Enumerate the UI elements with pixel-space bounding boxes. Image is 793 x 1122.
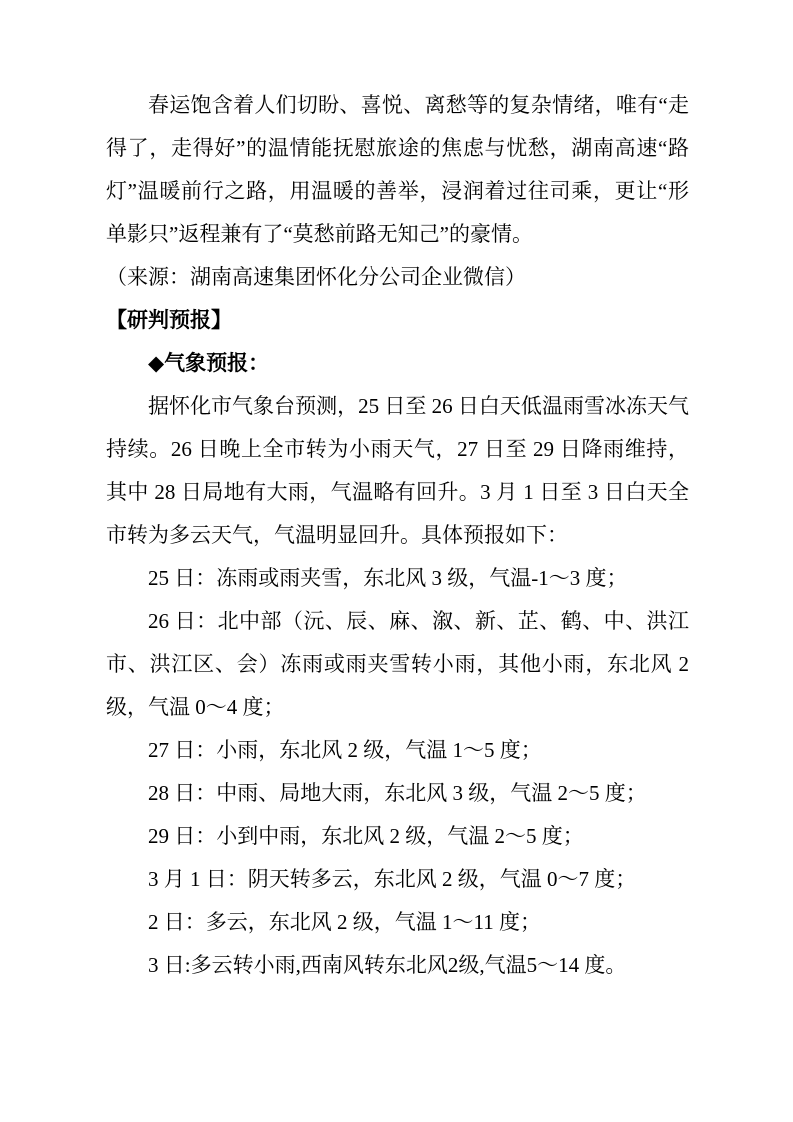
daily-forecast-item-29: 29 日：小到中雨，东北风 2 级，气温 2～5 度； xyxy=(148,824,584,848)
source-attribution: （来源：湖南高速集团怀化分公司企业微信） xyxy=(106,265,526,289)
daily-forecast-item-mar1: 3 月 1 日：阴天转多云，东北风 2 级，气温 0～7 度； xyxy=(148,867,637,891)
document-body xyxy=(106,84,689,987)
daily-forecast-item-28: 28 日：中雨、局地大雨，东北风 3 级，气温 2～5 度； xyxy=(148,781,647,805)
forecast-intro-paragraph: 据怀化市气象台预测，25 日至 26 日白天低温雨雪冰冻天气持续。26 日晚上全市转为小雨天气，27 日至 29 日降雨维持，其中 28 日局地有大雨，气温略有回升。3 月 1 日至 3 日白天全市转为多云天气，气温明显回升。具体预报如下： xyxy=(106,394,689,547)
subsection-header-weather-forecast: ◆气象预报： xyxy=(148,351,270,375)
daily-forecast-item-26: 26 日：北中部（沅、辰、麻、溆、新、芷、鹤、中、洪江市、洪江区、会）冻雨或雨夹雪转小雨，其他小雨，东北风 2 级，气温 0～4 度； xyxy=(106,609,689,719)
daily-forecast-item-27: 27 日：小雨，东北风 2 级，气温 1～5 度； xyxy=(148,738,542,762)
daily-forecast-item-mar2: 2 日：多云，东北风 2 级，气温 1～11 度； xyxy=(148,910,541,934)
section-header-analysis-forecast: 【研判预报】 xyxy=(106,308,232,332)
intro-paragraph: 春运饱含着人们切盼、喜悦、离愁等的复杂情绪，唯有“走得了，走得好”的温情能抚慰旅途的焦虑与忧愁，湖南高速“路灯”温暖前行之路，用温暖的善举，浸润着过往司乘，更让“形单影只”返程兼有了“莫愁前路无知己”的豪情。 xyxy=(106,93,689,246)
daily-forecast-item-mar3: 3 日:多云转小雨,西南风转东北风2级,气温5～14 度。 xyxy=(148,953,627,977)
daily-forecast-item-25: 25 日：冻雨或雨夹雪，东北风 3 级，气温-1～3 度； xyxy=(148,566,628,590)
